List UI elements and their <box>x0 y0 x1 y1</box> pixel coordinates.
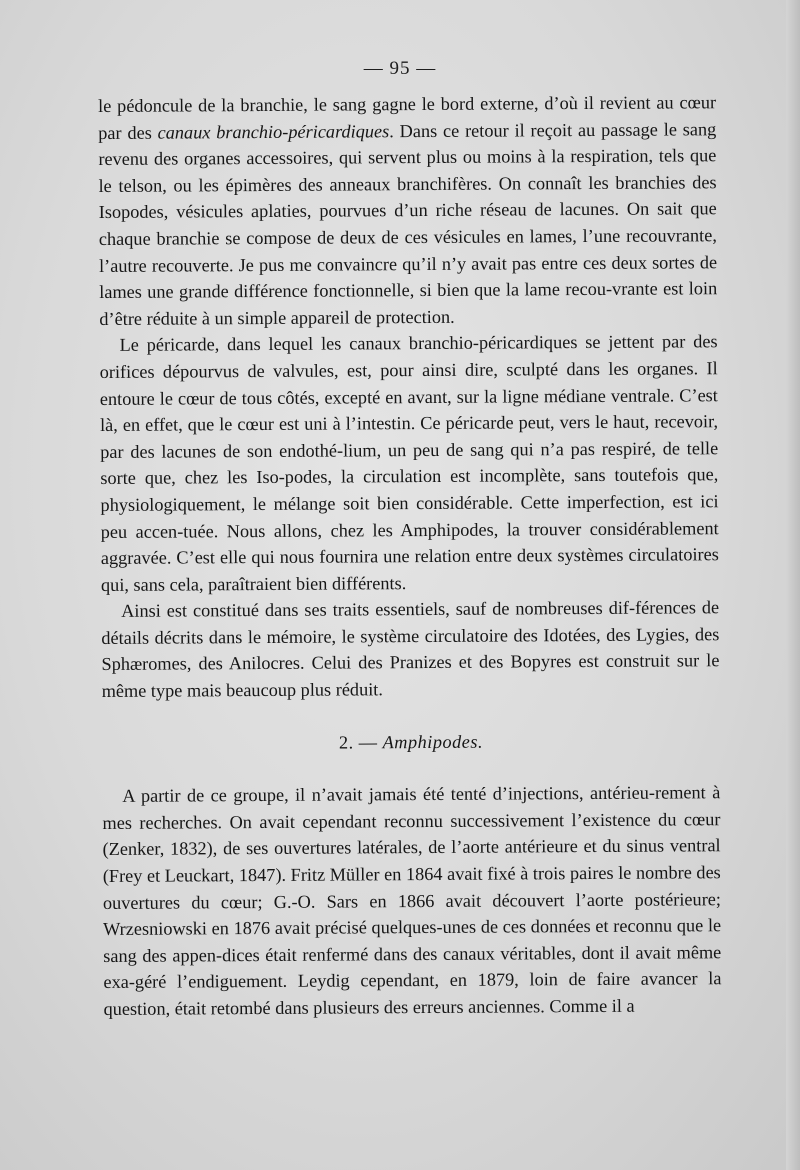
body-text <box>98 89 722 1022</box>
section-dash: — <box>353 731 383 753</box>
paragraph-1-part-1: le pédoncule de la branchie, le sang gagne le bord externe, d’où il revient au cœur par des <box>98 92 717 143</box>
section-heading <box>102 727 720 757</box>
paragraph-1-italic-term: canaux branchio-péricardiques <box>157 120 390 143</box>
page-number: — 95 — <box>363 58 437 79</box>
paragraph-2: Le péricarde, dans lequel les canaux branchio-péricardiques se jettent par des orifices dépourvus de valvules, est, pour ainsi dire, sculpté dans les organes. Il entoure le cœur de tous côtés, excepté en avant, sur la ligne médiane ventrale. C’est là, en effet, que le cœur est uni à l’intestin. Ce péricarde peut, vers le haut, recevoir, par des lacunes de son endothé-lium, un peu de sang qui n’a pas respiré, de telle sorte que, chez les Iso-podes, la circulation est incomplète, sans toutefois que, physiologiquement, le mélange soit bien considérable. Cette imperfection, est ici peu accen-tuée. Nous allons, chez les Amphipodes, la trouver considérablement aggravée. C’est elle qui nous fournira une relation entre deux systèmes circulatoires qui, sans cela, paraîtraient bien différents. <box>99 331 719 595</box>
section-number: 2. <box>338 732 354 753</box>
page-edge-shadow <box>786 0 800 1170</box>
paragraph-4: A partir de ce groupe, il n’avait jamais été tenté d’injections, antérieu-rement à mes recherches. On avait cependant reconnu successivement l’existence du cœur (Zenker, 1832), de ses ouvertures latérales, de l’aorte antérieure et du sinus ventral (Frey et Leuckart, 1847). Fritz Müller en 1864 avait fixé à trois paires le nombre des ouvertures du cœur; G.-O. Sars en 1866 avait découvert l’aorte postérieure; Wrzesniowski en 1876 avait précisé quelques-unes de ces données et reconnu que le sang des appen-dices était renfermé dans des canaux véritables, dont il avait même exa-géré l’endiguement. Leydig cependant, en 1879, loin de faire avancer la question, était retombé dans plusieurs des erreurs anciennes. Comme il a <box>102 782 722 1019</box>
paragraph-1-part-2: . Dans ce retour il reçoit au passage le sang revenu des organes accessoires, qui servent plus ou moins à la respiration, tels que le telson, ou les épimères des anneaux branchifères. On connaît les branchies des Isopodes, vésicules aplaties, pourvues d’un riche réseau de lacunes. On sait que chaque branchie se compose de deux de ces vésicules en lames, l’une recouvrante, l’autre recouverte. Je pus me convaincre qu’il n’y avait pas entre ces deux sortes de lames une grande différence fonctionnelle, si bien que la lame recou-vrante est loin d’être réduite à un simple appareil de protection. <box>98 118 718 329</box>
paragraph-1 <box>98 89 717 332</box>
paragraph-3: Ainsi est constitué dans ses traits essentiels, sauf de nombreuses dif-férences de détails décrits dans le mémoire, le système circulatoire des Idotées, des Lygies, des Sphæromes, des Anilocres. Celui des Pranizes et des Bopyres est construit sur le même type mais beaucoup plus réduit. <box>101 597 720 702</box>
section-title: Amphipodes. <box>382 731 484 752</box>
